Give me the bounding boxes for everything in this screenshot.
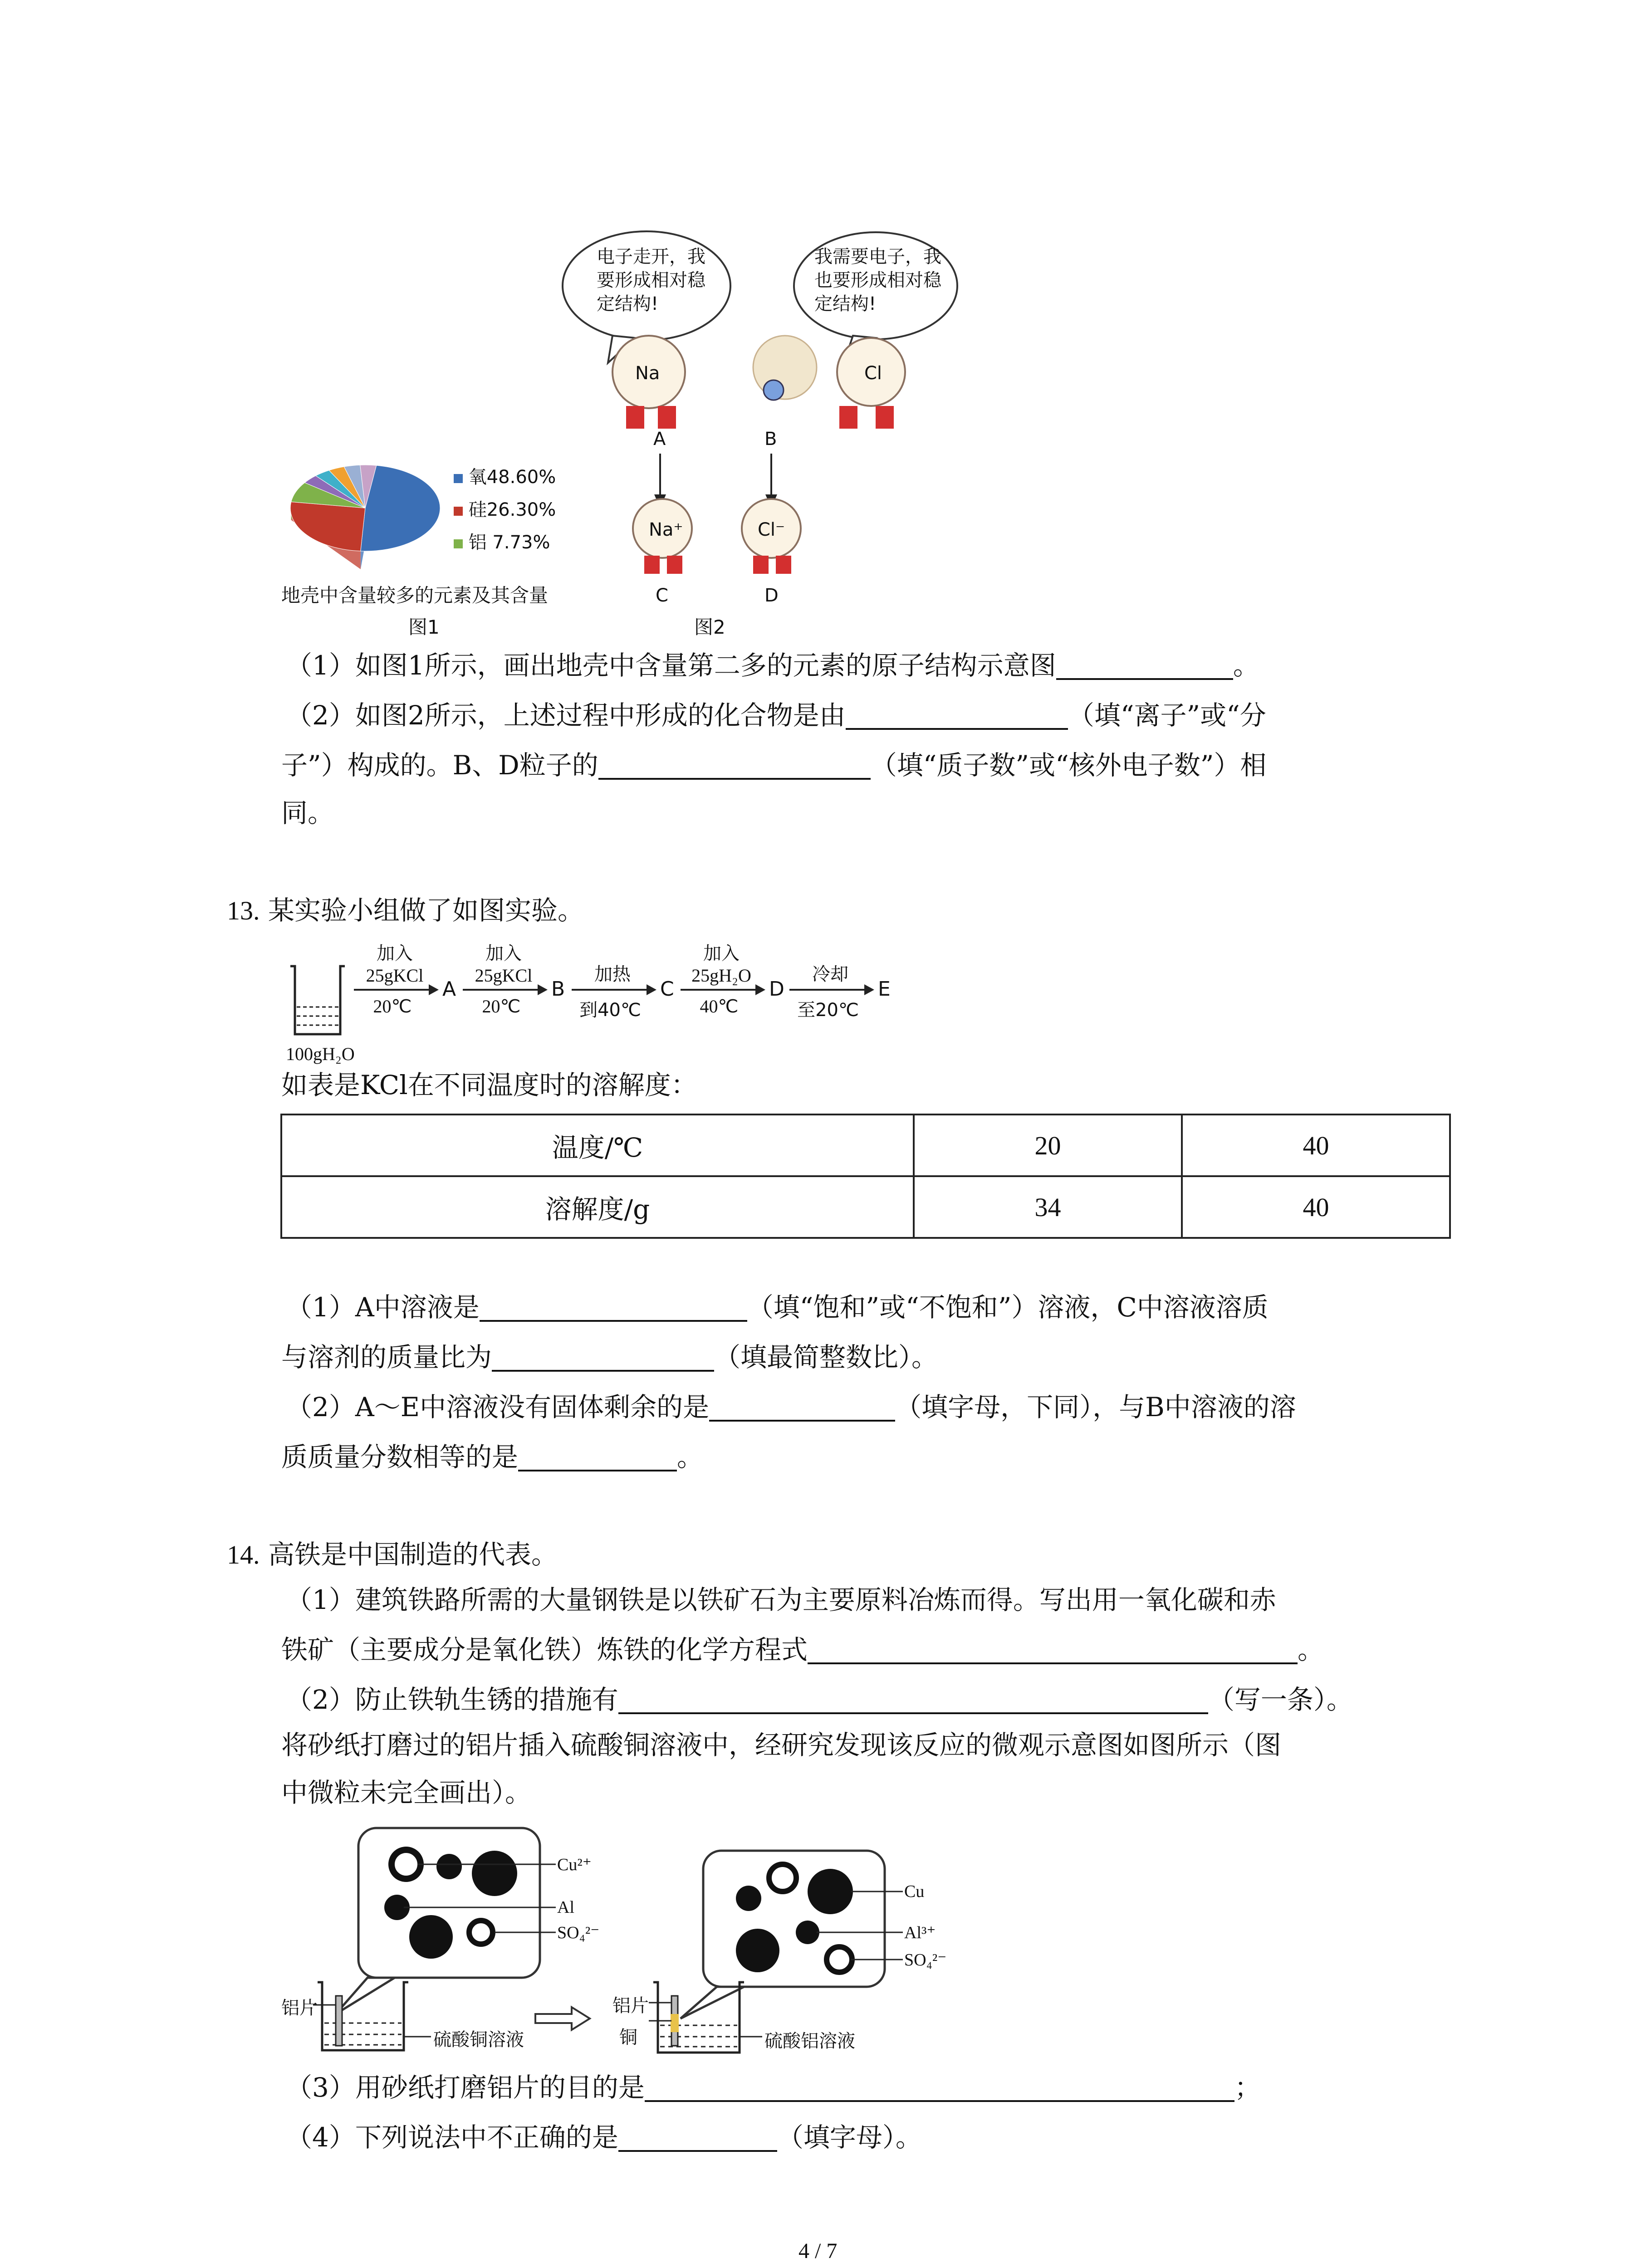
q14-part4 — [286, 2123, 922, 2152]
table-row — [281, 1176, 1450, 1238]
node-d: D — [769, 978, 784, 1001]
table-cell: 溶解度/g — [281, 1176, 914, 1238]
answer-blank[interactable] — [709, 1395, 895, 1422]
label-a: A — [653, 429, 666, 450]
left-label-cu2: Cu²⁺ — [557, 1855, 592, 1874]
text: 高铁是中国制造的代表。 — [268, 1539, 558, 1570]
label-b: B — [764, 429, 777, 450]
label-c: C — [656, 585, 668, 606]
legend-label: 铝 7.73% — [468, 532, 550, 553]
electron — [764, 380, 784, 400]
q14-part1-line2 — [281, 1635, 1324, 1664]
text: （填“离子”或“分 — [1068, 700, 1266, 731]
arrow-head — [864, 984, 874, 995]
answer-blank[interactable] — [618, 1688, 1208, 1714]
bubble-left-text — [597, 245, 705, 316]
step-top1: 加入 — [703, 943, 740, 964]
bubble-line: 电子走开，我 — [597, 246, 705, 267]
arrow — [681, 989, 758, 991]
beaker-label: 100gH₂O — [286, 1044, 355, 1064]
arrow — [572, 989, 649, 991]
na-atom-label: Na — [635, 363, 660, 384]
node-a: A — [442, 978, 456, 1001]
step-bottom: 20℃ — [373, 996, 412, 1017]
text: （4）下列说法中不正确的是 — [286, 2122, 618, 2153]
text: （2）如图2所示，上述过程中形成的化合物是由 — [286, 700, 846, 731]
legend-label: 硅26.30% — [468, 499, 556, 520]
solubility-table — [280, 1114, 1451, 1239]
legend-item-oxygen — [454, 463, 556, 495]
left-beaker-label: 铝片 — [281, 1998, 318, 2019]
flow-step-3 — [567, 939, 658, 1039]
answer-blank[interactable] — [808, 1638, 1298, 1664]
q12-part2-line2 — [281, 751, 1266, 780]
table-cell: 40 — [1182, 1114, 1450, 1176]
table-cell: 34 — [914, 1176, 1182, 1238]
right-label-cu: Cu — [904, 1882, 925, 1901]
step-top2: 加热 — [594, 964, 631, 985]
legend-swatch — [454, 474, 463, 483]
flow-step-5 — [785, 939, 876, 1039]
pie-legend — [454, 463, 556, 561]
right-solution-label: 硫酸铝溶液 — [764, 2031, 855, 2052]
text: 。 — [1233, 650, 1259, 681]
figure-3 — [281, 1823, 962, 2068]
right-label-al3: Al³⁺ — [904, 1923, 936, 1942]
text: （1）如图1所示，画出地壳中含量第二多的元素的原子结构示意图 — [286, 650, 1056, 681]
text: 某实验小组做了如图实验。 — [268, 895, 584, 926]
q14-part2-line2: 将砂纸打磨过的铝片插入硫酸铜溶液中，经研究发现该反应的微观示意图如图所示（图 — [281, 1730, 1282, 1760]
text: （填字母）。 — [777, 2122, 922, 2153]
page-number: 4 / 7 — [798, 2239, 838, 2263]
right-beaker-label-cu: 铜 — [619, 2027, 637, 2048]
text: （填“质子数”或“核外电子数”）相 — [870, 750, 1267, 781]
node-e: E — [878, 978, 891, 1001]
bubble-line: 定结构! — [597, 293, 659, 314]
q12-part1 — [286, 651, 1259, 680]
question-number: 13. — [227, 896, 260, 925]
text: （填字母，下同），与B中溶液的溶 — [895, 1392, 1296, 1422]
q14-part2-line3: 中微粒未完全画出）。 — [281, 1777, 532, 1808]
cl-atom-label: Cl — [864, 363, 882, 384]
q13-part1-line1 — [286, 1293, 1269, 1322]
text: （填最简整数比）。 — [714, 1342, 938, 1373]
table-cell: 20 — [914, 1114, 1182, 1176]
q13-stem — [227, 896, 584, 925]
right-beaker-label-al: 铝片 — [612, 1995, 649, 2016]
left-label-al: Al — [557, 1898, 574, 1917]
beaker-icon — [286, 957, 349, 1048]
step-top2: 25gH₂O — [691, 965, 751, 986]
q13-part2-line2 — [281, 1442, 703, 1471]
bubble-line: 要形成相对稳 — [597, 270, 705, 291]
step-top2: 冷却 — [812, 964, 848, 985]
step-top1 — [785, 939, 876, 960]
step-top1: 加入 — [485, 943, 522, 964]
flow-step-2 — [458, 939, 549, 1039]
q14-part1-line1: （1）建筑铁路所需的大量钢铁是以铁矿石为主要原料冶炼而得。写出用一氧化碳和赤 — [286, 1584, 1276, 1615]
bubble-right-text — [814, 245, 941, 316]
right-label-so4: SO₄²⁻ — [904, 1950, 947, 1970]
text: 。 — [1298, 1634, 1324, 1665]
legend-swatch — [454, 539, 463, 548]
step-top2: 25gKCl — [475, 965, 533, 986]
arrow — [354, 989, 431, 991]
fig1-label: 图1 — [408, 616, 440, 638]
q14-stem — [227, 1540, 558, 1569]
text: （写一条）。 — [1208, 1684, 1353, 1715]
node-c: C — [660, 978, 674, 1001]
na-ion-label: Na⁺ — [649, 519, 683, 540]
bubble-line: 也要形成相对稳 — [814, 270, 941, 291]
answer-blank[interactable] — [598, 753, 871, 780]
answer-blank[interactable] — [1056, 654, 1233, 680]
text: （2）防止铁轨生锈的措施有 — [286, 1684, 618, 1715]
fig2-label: 图2 — [694, 616, 725, 638]
arrow — [789, 989, 867, 991]
q13-part1-line2 — [281, 1343, 938, 1372]
q12-part2-line3: 同。 — [281, 797, 334, 828]
arrow-head — [755, 984, 765, 995]
arrow-head — [647, 984, 656, 995]
text: （1）A中溶液是 — [286, 1292, 480, 1323]
legend-item-silicon — [454, 495, 556, 528]
arrow-head — [429, 984, 439, 995]
answer-blank[interactable] — [480, 1295, 747, 1322]
step-bottom: 20℃ — [482, 996, 521, 1017]
figure-1 — [281, 454, 581, 644]
text: ； — [1234, 2072, 1261, 2103]
fig1-caption: 地壳中含量较多的元素及其含量 — [281, 584, 549, 606]
step-top2: 25gKCl — [366, 965, 424, 986]
q14-part2-line1 — [286, 1685, 1353, 1714]
answer-blank[interactable] — [846, 704, 1068, 730]
table-cell: 40 — [1182, 1176, 1450, 1238]
flow-step-1 — [349, 939, 440, 1039]
legend-swatch — [454, 507, 463, 516]
flow-step-4 — [676, 939, 767, 1039]
pie-slices — [290, 465, 440, 569]
arrow — [463, 989, 540, 991]
q13-part2-line1 — [286, 1393, 1296, 1422]
q14-part3 — [286, 2073, 1261, 2102]
q13-table-intro: 如表是KCl在不同温度时的溶解度： — [281, 1070, 697, 1100]
node-b: B — [551, 978, 565, 1001]
question-number: 14. — [227, 1540, 260, 1569]
q12-part2-line1 — [286, 701, 1266, 730]
text: 质质量分数相等的是 — [281, 1442, 519, 1472]
pie-slice-硅 — [290, 502, 365, 551]
answer-blank[interactable] — [645, 2076, 1234, 2102]
text: 。 — [677, 1442, 704, 1472]
arrow-head — [538, 984, 548, 995]
bubble-line: 我需要电子，我 — [814, 246, 941, 267]
legend-label: 氧48.60% — [468, 467, 556, 488]
step-top1 — [567, 939, 658, 960]
q13-flow-diagram — [281, 939, 916, 1066]
answer-blank[interactable] — [518, 1445, 677, 1471]
text: （填“饱和”或“不饱和”）溶液，C中溶液溶质 — [747, 1292, 1269, 1323]
step-top1: 加入 — [377, 943, 413, 964]
answer-blank[interactable] — [492, 1345, 714, 1372]
legend-item-aluminum — [454, 528, 556, 561]
step-bottom: 到40℃ — [579, 1000, 641, 1021]
step-bottom: 40℃ — [700, 996, 739, 1017]
text: （3）用砂纸打磨铝片的目的是 — [286, 2072, 645, 2103]
answer-blank[interactable] — [618, 2126, 777, 2152]
bubble-line: 定结构! — [814, 293, 877, 314]
table-row — [281, 1114, 1450, 1176]
figure-2 — [558, 227, 1003, 638]
step-bottom: 至20℃ — [797, 1000, 859, 1021]
table-cell: 温度/℃ — [281, 1114, 914, 1176]
cl-ion-label: Cl⁻ — [758, 519, 785, 540]
left-label-so4: SO₄²⁻ — [557, 1923, 600, 1942]
text: 子”）构成的。B、D粒子的 — [281, 750, 598, 781]
text: 与溶剂的质量比为 — [281, 1342, 492, 1373]
text: （2）A～E中溶液没有固体剩余的是 — [286, 1392, 710, 1422]
text: 铁矿（主要成分是氧化铁）炼铁的化学方程式 — [281, 1634, 808, 1665]
label-d: D — [764, 585, 779, 606]
left-solution-label: 硫酸铜溶液 — [433, 2029, 524, 2050]
